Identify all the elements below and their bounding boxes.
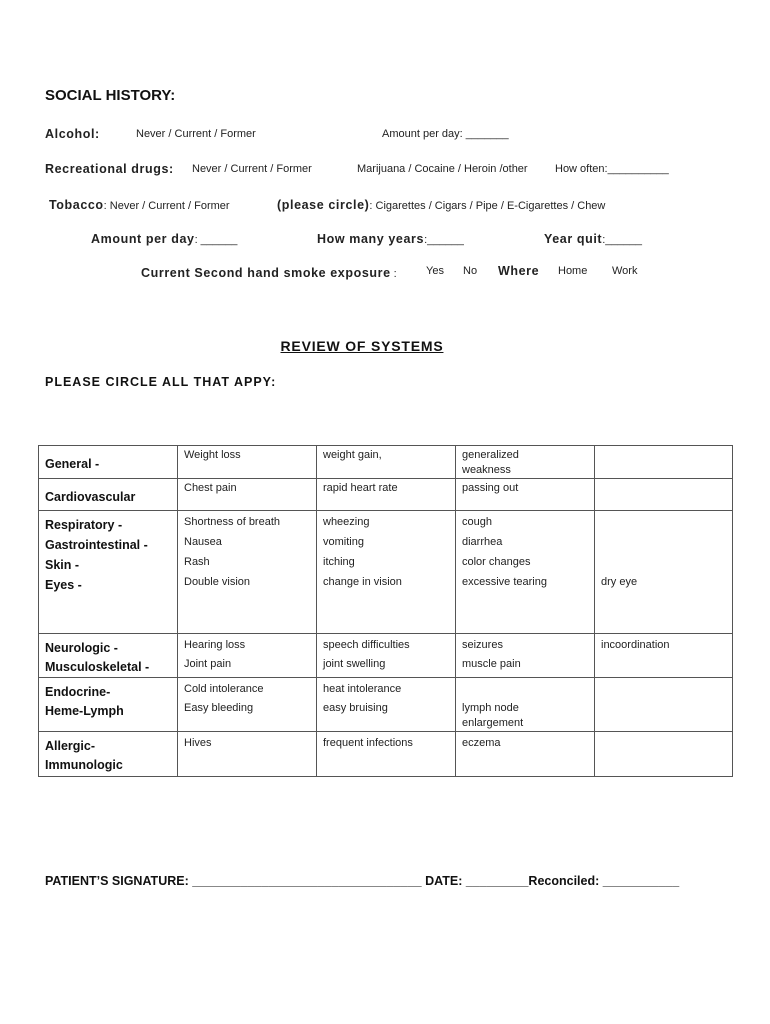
smoke-where-label: Where: [498, 264, 540, 278]
drugs-types[interactable]: Marijuana / Cocaine / Heroin /other: [357, 163, 528, 175]
symptom-option[interactable]: lymph node enlargement: [462, 702, 524, 729]
symptom-option: [595, 555, 732, 575]
symptom-cell: [456, 511, 595, 634]
symptom-cell: [456, 446, 595, 479]
symptom-option[interactable]: wheezing: [323, 516, 370, 528]
symptom-option[interactable]: Easy bleeding: [184, 702, 254, 714]
symptom-cell: [595, 634, 733, 678]
alcohol-label: Alcohol:: [45, 127, 100, 141]
system-label: Skin -: [45, 558, 80, 572]
circle-instruction: PLEASE CIRCLE ALL THAT APPY:: [45, 375, 277, 389]
symptom-option[interactable]: Chest pain: [184, 482, 237, 494]
system-cell: [39, 446, 178, 479]
symptom-option[interactable]: cough: [462, 516, 492, 528]
symptom-option: [595, 481, 732, 500]
smoke-exposure-label: Current Second hand smoke exposure: [141, 266, 391, 280]
symptom-option: [595, 701, 732, 720]
system-label: General -: [45, 457, 100, 471]
symptom-option[interactable]: Weight loss: [184, 449, 241, 461]
tobacco-row: [49, 196, 230, 214]
symptom-option[interactable]: weight gain,: [323, 449, 382, 461]
smoke-work-option[interactable]: Work: [612, 265, 638, 277]
tobacco-quit-row: [544, 230, 642, 248]
smoke-colon: :: [393, 268, 397, 280]
table-row: [39, 479, 733, 511]
symptom-cell: [595, 446, 733, 479]
symptom-cell: [178, 446, 317, 479]
symptom-cell: [595, 732, 733, 777]
symptom-option[interactable]: eczema: [462, 737, 501, 749]
symptom-option[interactable]: Hives: [184, 737, 212, 749]
system-label: Neurologic -: [45, 641, 118, 655]
symptom-cell: [456, 479, 595, 511]
drugs-label: Recreational drugs:: [45, 162, 174, 176]
symptom-cell: [317, 511, 456, 634]
drugs-options[interactable]: Never / Current / Former: [192, 163, 312, 175]
system-label: Immunologic: [45, 758, 123, 772]
symptom-cell: [456, 634, 595, 678]
symptom-option: [595, 515, 732, 535]
smoke-yes-option[interactable]: Yes: [426, 265, 444, 277]
symptom-cell: [456, 678, 595, 732]
system-cell: [39, 479, 178, 511]
alcohol-amount-field[interactable]: Amount per day: _______: [382, 128, 509, 140]
symptom-cell: [595, 479, 733, 511]
smoke-no-option[interactable]: No: [463, 265, 478, 277]
table-row: [39, 446, 733, 479]
symptom-option: [595, 736, 732, 755]
symptom-option[interactable]: generalized weakness: [462, 449, 519, 476]
please-circle-label: (please circle): [277, 198, 370, 212]
alcohol-options[interactable]: Never / Current / Former: [136, 128, 256, 140]
symptom-cell: [178, 511, 317, 634]
symptom-option[interactable]: change in vision: [323, 576, 402, 588]
symptom-option[interactable]: Rash: [184, 556, 210, 568]
symptom-option[interactable]: Joint pain: [184, 658, 232, 670]
symptom-cell: [178, 678, 317, 732]
tobacco-quit-label: Year quit: [544, 232, 603, 246]
system-label: Musculoskeletal -: [45, 660, 150, 674]
symptom-option[interactable]: itching: [323, 556, 355, 568]
symptom-cell: [178, 479, 317, 511]
symptom-cell: [317, 446, 456, 479]
symptom-option: [456, 682, 594, 701]
symptom-option[interactable]: color changes: [462, 556, 531, 568]
symptom-cell: [317, 634, 456, 678]
symptom-option[interactable]: muscle pain: [462, 658, 521, 670]
symptom-cell: [595, 678, 733, 732]
smoke-home-option[interactable]: Home: [558, 265, 588, 277]
symptom-cell: [456, 732, 595, 777]
symptom-option[interactable]: Shortness of breath: [184, 516, 281, 528]
system-label: Heme-Lymph: [45, 704, 124, 718]
tobacco-years-field[interactable]: :______: [424, 234, 464, 246]
system-cell: [39, 732, 178, 777]
symptom-cell: [178, 634, 317, 678]
symptom-option[interactable]: vomiting: [323, 536, 364, 548]
symptom-cell: [595, 511, 733, 634]
symptom-option[interactable]: diarrhea: [462, 536, 503, 548]
symptom-option[interactable]: rapid heart rate: [323, 482, 398, 494]
symptom-option[interactable]: excessive tearing: [462, 576, 547, 588]
table-row: [39, 511, 733, 634]
symptom-option: [595, 682, 732, 701]
symptom-option[interactable]: seizures: [462, 639, 503, 651]
system-label: Respiratory -: [45, 518, 123, 532]
tobacco-options[interactable]: : Never / Current / Former: [103, 200, 230, 212]
symptom-option[interactable]: Nausea: [184, 536, 222, 548]
tobacco-types[interactable]: : Cigarettes / Cigars / Pipe / E-Cigarettes / Chew: [369, 200, 606, 212]
smoke-exposure-row: [141, 264, 397, 282]
review-of-systems-heading: REVIEW OF SYSTEMS: [280, 338, 444, 354]
symptom-cell: [178, 732, 317, 777]
symptom-option[interactable]: frequent infections: [323, 737, 413, 749]
symptom-option[interactable]: passing out: [462, 482, 519, 494]
signature-line[interactable]: PATIENT’S SIGNATURE: _________________________________ DATE: _________Reconciled: ___________: [45, 874, 680, 888]
tobacco-label: Tobacco: [49, 198, 104, 212]
tobacco-types-row: [277, 196, 605, 214]
tobacco-amount-label: Amount per day: [91, 232, 195, 246]
symptom-option: [595, 535, 732, 555]
symptom-option[interactable]: Cold intolerance: [184, 683, 264, 695]
symptom-option[interactable]: joint swelling: [323, 658, 386, 670]
table-row: [39, 634, 733, 678]
symptom-option[interactable]: incoordination: [601, 639, 670, 651]
system-label: Cardiovascular: [45, 490, 136, 504]
system-cell: [39, 678, 178, 732]
system-label: Gastrointestinal -: [45, 538, 148, 552]
symptom-cell: [317, 479, 456, 511]
table-row: [39, 678, 733, 732]
table-row: [39, 732, 733, 777]
symptom-option[interactable]: speech difficulties: [323, 639, 410, 651]
symptom-option: [595, 448, 732, 467]
symptom-cell: [317, 732, 456, 777]
review-of-systems-table: [38, 445, 733, 777]
symptom-option[interactable]: easy bruising: [323, 702, 388, 714]
tobacco-amount-field[interactable]: : ______: [194, 234, 238, 246]
tobacco-amount-row: [91, 230, 237, 248]
symptom-option[interactable]: Hearing loss: [184, 639, 246, 651]
symptom-cell: [317, 678, 456, 732]
system-label: Eyes -: [45, 578, 82, 592]
system-label: Allergic-: [45, 739, 96, 753]
system-label: Endocrine-: [45, 685, 111, 699]
tobacco-quit-field[interactable]: :______: [602, 234, 642, 246]
tobacco-years-row: [317, 230, 464, 248]
symptom-option[interactable]: Double vision: [184, 576, 251, 588]
symptom-option[interactable]: dry eye: [601, 576, 638, 588]
system-cell: [39, 511, 178, 634]
symptom-option[interactable]: heat intolerance: [323, 683, 402, 695]
system-cell: [39, 634, 178, 678]
drugs-how-often-field[interactable]: How often:__________: [555, 163, 669, 175]
tobacco-years-label: How many years: [317, 232, 425, 246]
symptom-option: [595, 657, 732, 676]
social-history-heading: SOCIAL HISTORY:: [45, 87, 176, 104]
